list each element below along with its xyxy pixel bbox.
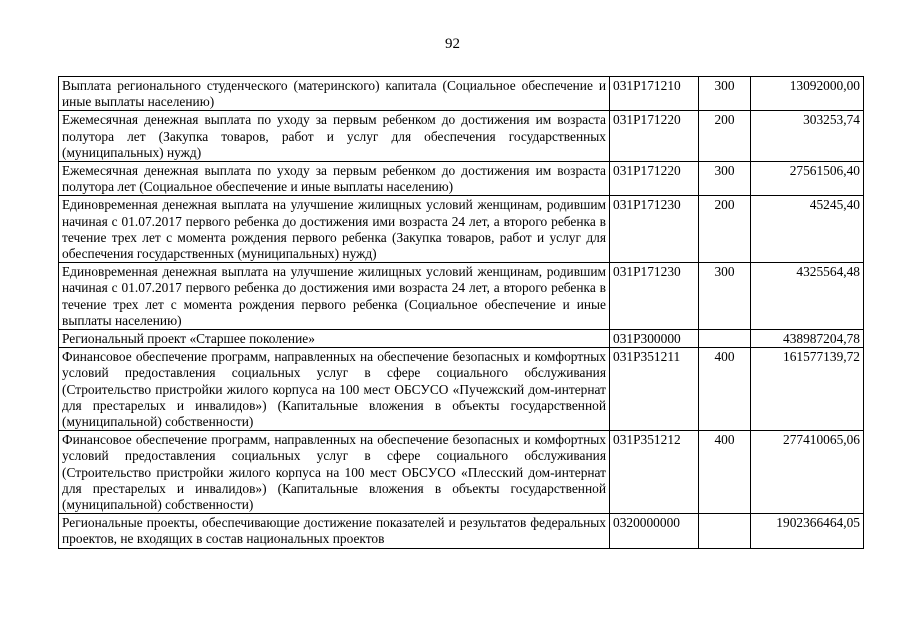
expense-name: Выплата регионального студенческого (материнского) капитала (Социальное обеспечение и иные выплаты населению) <box>59 77 610 111</box>
table-row <box>59 431 864 514</box>
expense-name: Финансовое обеспечение программ, направленных на обеспечение безопасных и комфортных условий предоставления социальных услуг в сфере социального обслуживания (Строительство пристройки жилого корпуса на 100 мест ОБСУСО «Плесский дом-интернат для престарелых и инвалидов») (Капитальные вложения в объекты государственной (муниципальной) собственности) <box>59 431 610 514</box>
expense-type <box>699 514 751 548</box>
target-code: 031P351211 <box>610 348 699 431</box>
target-code: 031P171220 <box>610 111 699 162</box>
table-row <box>59 111 864 162</box>
amount: 45245,40 <box>751 196 864 263</box>
expense-name: Единовременная денежная выплата на улучшение жилищных условий женщинам, родившим начиная с 01.07.2017 первого ребенка до достижения ими возраста 24 лет, а второго ребенка в течение трех лет с момента рождения первого ребенка (Закупка товаров, работ и услуг для обеспечения государственных (муниципальных) нужд) <box>59 196 610 263</box>
page-number: 92 <box>445 36 460 52</box>
target-code: 031P171230 <box>610 196 699 263</box>
expense-type: 200 <box>699 111 751 162</box>
table-row <box>59 162 864 196</box>
target-code: 031P171210 <box>610 77 699 111</box>
amount: 277410065,06 <box>751 431 864 514</box>
target-code: 031P171230 <box>610 263 699 330</box>
amount: 438987204,78 <box>751 330 864 348</box>
table-row <box>59 196 864 263</box>
target-code: 031P300000 <box>610 330 699 348</box>
table-row <box>59 330 864 348</box>
expense-type: 300 <box>699 162 751 196</box>
table-row <box>59 348 864 431</box>
amount: 161577139,72 <box>751 348 864 431</box>
expense-name: Ежемесячная денежная выплата по уходу за первым ребенком до достижения им возраста полутора лет (Социальное обеспечение и иные выплаты населению) <box>59 162 610 196</box>
amount: 1902366464,05 <box>751 514 864 548</box>
expense-name: Ежемесячная денежная выплата по уходу за первым ребенком до достижения им возраста полутора лет (Закупка товаров, работ и услуг для обеспечения государственных (муниципальных) нужд) <box>59 111 610 162</box>
expense-name: Единовременная денежная выплата на улучшение жилищных условий женщинам, родившим начиная с 01.07.2017 первого ребенка до достижения ими возраста 24 лет, а второго ребенка в течение трех лет с момента рождения первого ребенка (Социальное обеспечение и иные выплаты населению) <box>59 263 610 330</box>
expense-name: Региональные проекты, обеспечивающие достижение показателей и результатов федеральных проектов, не входящих в состав национальных проектов <box>59 514 610 548</box>
expense-type <box>699 330 751 348</box>
amount: 27561506,40 <box>751 162 864 196</box>
amount: 13092000,00 <box>751 77 864 111</box>
expense-type: 400 <box>699 431 751 514</box>
table-row <box>59 263 864 330</box>
expense-name: Финансовое обеспечение программ, направленных на обеспечение безопасных и комфортных условий предоставления социальных услуг в сфере социального обслуживания (Строительство пристройки жилого корпуса на 100 мест ОБСУСО «Пучежский дом-интернат для престарелых и инвалидов») (Капитальные вложения в объекты государственной (муниципальной) собственности) <box>59 348 610 431</box>
table-row <box>59 514 864 548</box>
expense-name: Региональный проект «Старшее поколение» <box>59 330 610 348</box>
amount: 303253,74 <box>751 111 864 162</box>
expense-type: 200 <box>699 196 751 263</box>
expense-type: 300 <box>699 77 751 111</box>
target-code: 0320000000 <box>610 514 699 548</box>
expense-type: 400 <box>699 348 751 431</box>
budget-table <box>58 76 864 549</box>
expense-type: 300 <box>699 263 751 330</box>
target-code: 031P351212 <box>610 431 699 514</box>
table-row <box>59 77 864 111</box>
amount: 4325564,48 <box>751 263 864 330</box>
target-code: 031P171220 <box>610 162 699 196</box>
